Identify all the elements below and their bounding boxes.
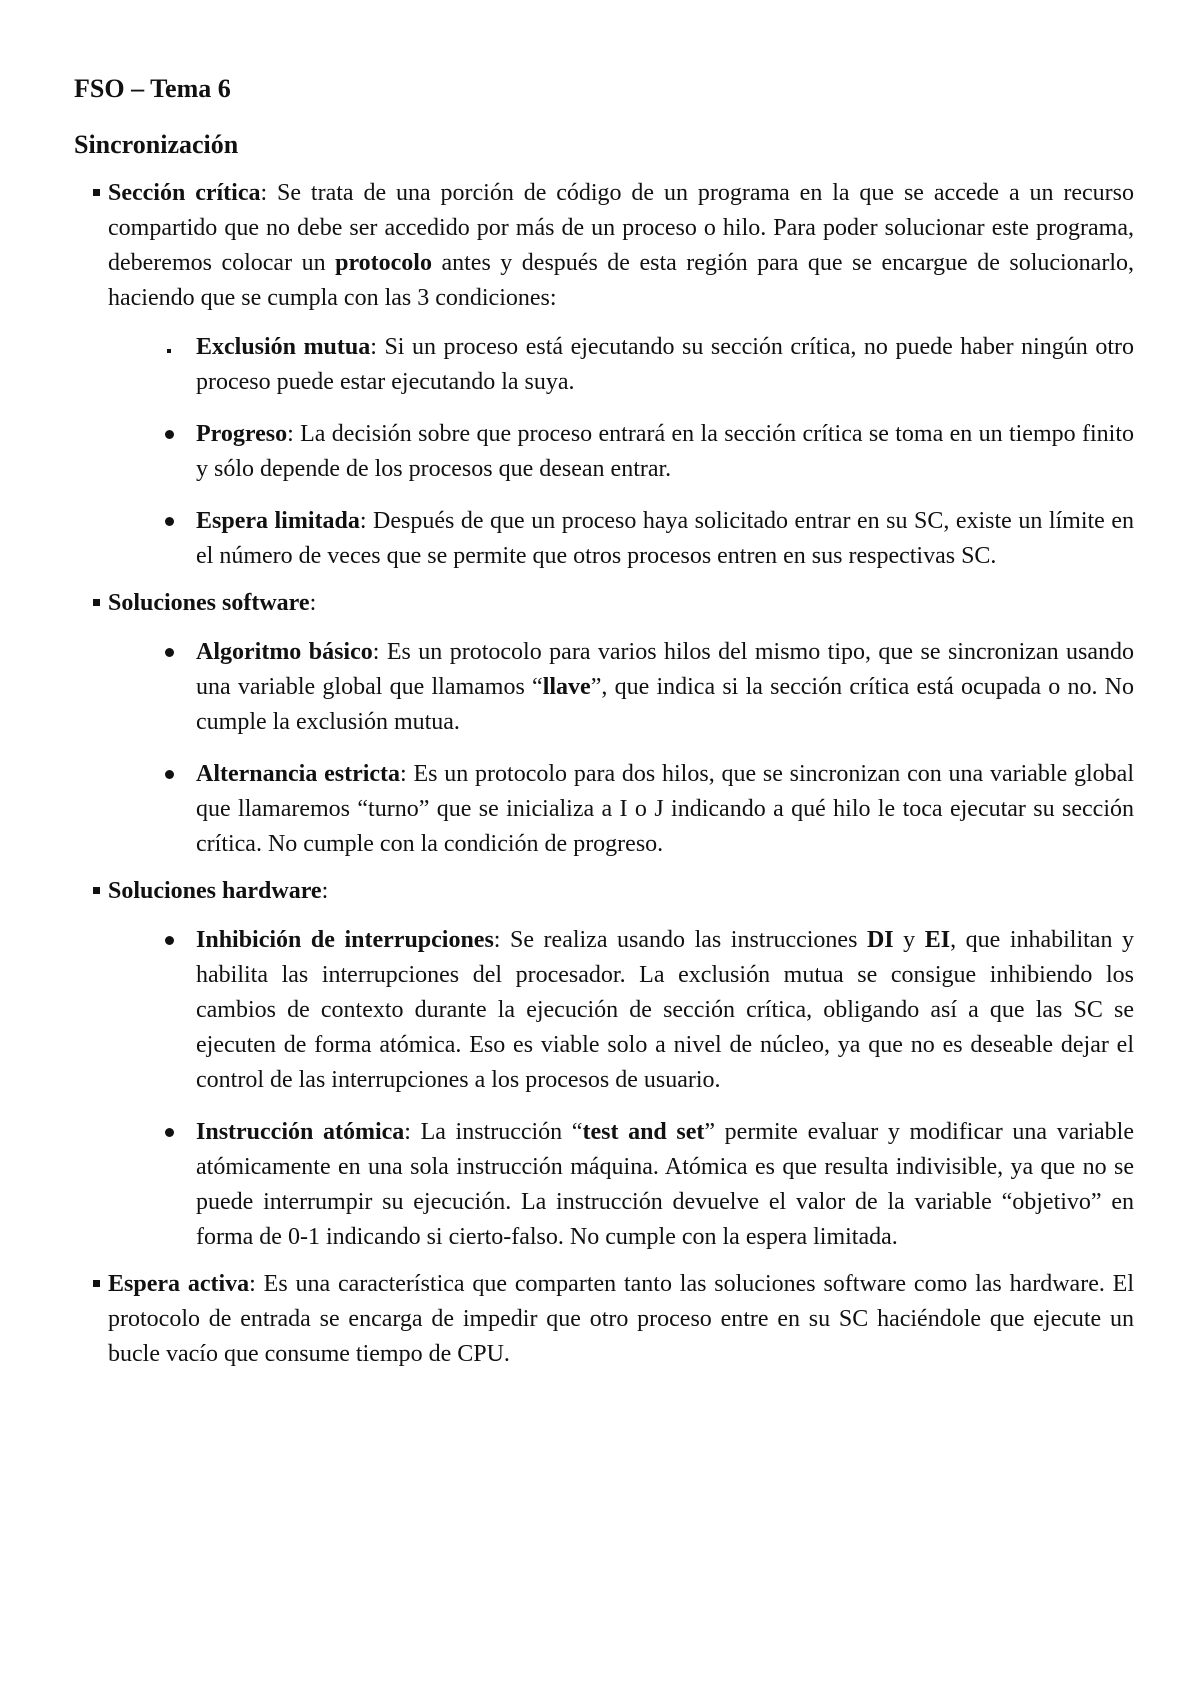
term: Sección crítica bbox=[108, 180, 261, 206]
term: Alternancia estricta bbox=[196, 761, 401, 787]
paragraph-text: : Es una característica que comparten tanto las soluciones software como las hardware. El protocolo de entrada se encarga de impedir que otro proceso entre en su SC haciéndole que ejecute un bucle vacío que consume tiempo de CPU. bbox=[108, 1271, 1135, 1367]
paragraph-text: Se trata de una porción de código de un programa en la que se accede a un recurso compartido que no debe ser accedido por más de un proceso o hilo. Para poder solucionar este programa, deberemos colocar un bbox=[108, 180, 1135, 276]
bullet-icon bbox=[165, 517, 174, 526]
sublist-software bbox=[108, 635, 1134, 862]
list-item-instruccion-atomica bbox=[108, 1115, 1134, 1255]
bold-word: protocolo bbox=[335, 250, 432, 276]
paragraph-text: ” permite evaluar y modificar una variable atómicamente en una sola instrucción máquina. Atómica es que resulta indivisible, ya que no se puede interrumpir su ejecución. La instrucción devuelve el valor de la variable “objetivo” en forma de 0-1 indicando si cierto-falso. No cumple con la espera limitada. bbox=[196, 1119, 1134, 1250]
paragraph-text: : Si un proceso está ejecutando su sección crítica, no puede haber ningún otro proceso puede estar ejecutando la suya. bbox=[196, 334, 1134, 395]
list-item-soluciones-hardware bbox=[74, 874, 1134, 1255]
paragraph-text: : La instrucción “ bbox=[404, 1119, 583, 1145]
small-bullet-icon bbox=[167, 349, 171, 353]
document-title: FSO – Tema 6 bbox=[74, 74, 231, 103]
term: Soluciones hardware bbox=[108, 878, 322, 904]
paragraph-text: , que inhabilitan y habilita las interrupciones del procesador. La exclusión mutua se consigue inhibiendo los cambios de contexto durante la ejecución de sección crítica, obligando así a que las SC se ejecuten de forma atómica. Eso es viable solo a nivel de núcleo, ya que no es deseable dejar el control de las interrupciones a los procesos de usuario. bbox=[196, 927, 1135, 1093]
list-item-espera-activa bbox=[74, 1267, 1134, 1372]
colon: : bbox=[321, 878, 329, 904]
square-bullet-icon bbox=[93, 599, 100, 606]
paragraph-text: : Se realiza usando las instrucciones bbox=[493, 927, 867, 953]
paragraph-text: ”, que indica si la sección crítica está ocupada o no. No cumple la exclusión mutua. bbox=[196, 674, 1135, 735]
bold-word: test and set bbox=[582, 1119, 705, 1145]
paragraph-text: antes y después de esta región para que se encargue de solucionarlo, haciendo que se cumpla con las 3 condiciones: bbox=[108, 250, 1134, 311]
sublist-condiciones bbox=[108, 330, 1134, 574]
term: Soluciones software bbox=[108, 590, 310, 616]
list-item-seccion-critica bbox=[74, 176, 1134, 574]
sublist-hardware bbox=[108, 923, 1134, 1255]
list-item-exclusion-mutua bbox=[108, 330, 1134, 400]
term: Espera activa bbox=[108, 1271, 250, 1297]
term: Instrucción atómica bbox=[196, 1119, 405, 1145]
list-item-inhibicion-interrupciones bbox=[108, 923, 1134, 1098]
term: Algoritmo básico bbox=[196, 639, 373, 665]
square-bullet-icon bbox=[93, 887, 100, 894]
bullet-icon bbox=[165, 936, 174, 945]
square-bullet-icon bbox=[93, 189, 100, 196]
list-item-soluciones-software bbox=[74, 586, 1134, 862]
term: Inhibición de interrupciones bbox=[196, 927, 494, 953]
square-bullet-icon bbox=[93, 1280, 100, 1287]
bold-word: DI bbox=[866, 927, 894, 953]
document-subtitle: Sincronización bbox=[74, 130, 239, 159]
bullet-icon bbox=[165, 770, 174, 779]
list-item-algoritmo-basico bbox=[108, 635, 1134, 740]
paragraph-text: : La decisión sobre que proceso entrará en la sección crítica se toma en un tiempo finito y sólo depende de los procesos que desean entrar. bbox=[196, 421, 1134, 482]
bullet-icon bbox=[165, 648, 174, 657]
main-list bbox=[74, 176, 1134, 1372]
list-item-alternancia-estricta bbox=[108, 757, 1134, 862]
term: Exclusión mutua bbox=[196, 334, 371, 360]
paragraph-text: : Es un protocolo para varios hilos del mismo tipo, que se sincronizan usando una variable global que llamamos “ bbox=[196, 639, 1135, 700]
term: Progreso bbox=[196, 421, 288, 447]
bold-word: llave bbox=[542, 674, 591, 700]
colon: : bbox=[309, 590, 317, 616]
list-item-progreso bbox=[108, 417, 1134, 487]
paragraph-text: : Después de que un proceso haya solicitado entrar en su SC, existe un límite en el número de veces que se permite que otros procesos entren en sus respectivas SC. bbox=[196, 508, 1134, 569]
colon: : bbox=[260, 180, 268, 206]
document-page bbox=[74, 72, 1134, 1384]
bullet-icon bbox=[165, 430, 174, 439]
term: Espera limitada bbox=[196, 508, 360, 534]
bullet-icon bbox=[165, 1128, 174, 1137]
paragraph-text: : Es un protocolo para dos hilos, que se sincronizan con una variable global que llamaremos “turno” que se inicializa a I o J indicando a qué hilo le toca ejecutar su sección crítica. No cumple con la condición de progreso. bbox=[196, 761, 1134, 857]
paragraph-text: y bbox=[893, 927, 925, 953]
list-item-espera-limitada bbox=[108, 504, 1134, 574]
bold-word: EI bbox=[924, 927, 951, 953]
